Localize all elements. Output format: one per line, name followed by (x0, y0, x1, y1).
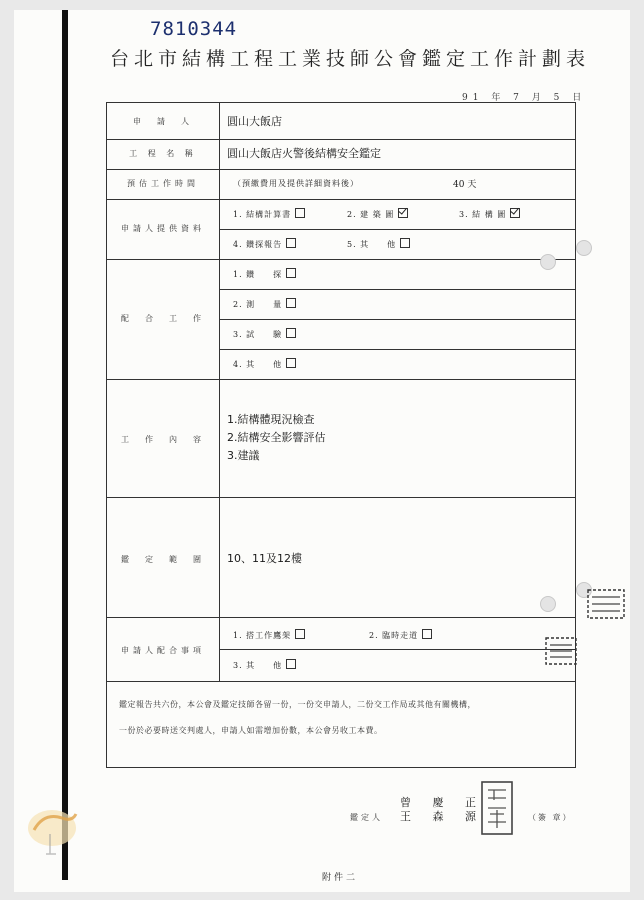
material-item-5: 5. 其 他 (347, 238, 410, 250)
content-label: 工 作 內 容 (121, 435, 205, 444)
content-line-2: 2.結構安全影響評估 (227, 431, 326, 444)
binding-strip (62, 10, 68, 880)
checkbox-icon (286, 268, 296, 278)
attachment-label: 附件二 (322, 873, 359, 883)
document-date: 91 年 7 月 5 日 (462, 93, 587, 103)
cooperation-item-4: 4. 其 他 (233, 358, 296, 370)
form-table (106, 102, 576, 768)
scope-value: 10、11及12樓 (227, 552, 302, 565)
checkbox-icon (422, 629, 432, 639)
punch-hole (576, 240, 592, 256)
edge-stamp-icon (586, 588, 626, 620)
applicant-item-3: 3. 其 他 (233, 659, 296, 671)
punch-hole (540, 254, 556, 270)
material-item-3: 3. 結 構 圖 (459, 208, 520, 220)
checkbox-icon (286, 659, 296, 669)
duration-label: 預估工作時間 (127, 179, 199, 188)
applicant-item-2: 2. 臨時走道 (369, 629, 432, 641)
signatory-names (400, 796, 485, 824)
applicant-label: 申 請 人 (133, 117, 193, 126)
cooperation-item-2: 2. 測 量 (233, 298, 296, 310)
project-label: 工 程 名 稱 (129, 149, 197, 158)
applicant-item-1: 1. 搭工作鷹架 (233, 629, 305, 641)
applicant-items-label: 申請人配合事項 (121, 646, 205, 655)
cooperation-item-3: 3. 試 驗 (233, 328, 296, 340)
materials-label: 申請人提供資料 (121, 224, 205, 233)
edge-stamp-icon (544, 636, 578, 666)
checkbox-icon (286, 328, 296, 338)
document-number: 7810344 (150, 18, 238, 40)
document-title: 台北市結構工程工業技師公會鑑定工作計劃表 (110, 48, 591, 70)
cooperation-label: 配 合 工 作 (121, 314, 205, 323)
content-line-1: 1.結構體現況檢查 (227, 413, 315, 426)
checkbox-icon (286, 238, 296, 248)
checkbox-icon (295, 208, 305, 218)
signatory-name-1: 曾 慶 正 (400, 796, 485, 809)
scope-label: 鑑 定 範 圍 (121, 555, 205, 564)
checkbox-icon (295, 629, 305, 639)
checkbox-icon (286, 298, 296, 308)
note-line-1: 鑑定報告共六份，本公會及鑑定技師各留一份，一份交申請人，二份交工作局或其他有關機構， (119, 700, 476, 709)
duration-value: 40 天 (453, 180, 477, 190)
cooperation-item-1: 1. 鑽 探 (233, 268, 296, 280)
checkbox-icon (286, 358, 296, 368)
material-item-2: 2. 建 築 圖 (347, 208, 408, 220)
note-line-2: 一份於必要時送交判處人，申請人如需增加份數，本公會另收工本費。 (119, 726, 383, 735)
duration-note: （預繳費用及提供詳細資料後） (233, 179, 359, 188)
applicant-value: 圓山大飯店 (227, 115, 282, 128)
checkbox-icon (400, 238, 410, 248)
punch-hole (540, 596, 556, 612)
material-item-1: 1. 結構計算書 (233, 208, 305, 220)
watermark-logo-icon (20, 800, 90, 860)
signatory-label: 鑑定人 (350, 813, 383, 822)
checked-checkbox-icon (510, 208, 520, 218)
material-item-4: 4. 鑽探報告 (233, 238, 296, 250)
signatory-name-2: 王 森 源 (400, 810, 485, 823)
content-line-3: 3.建議 (227, 449, 260, 462)
checked-checkbox-icon (398, 208, 408, 218)
red-seal-icon (480, 780, 514, 836)
seal-note: （簽 章） (528, 813, 573, 822)
project-value: 圓山大飯店火警後結構安全鑑定 (227, 147, 381, 160)
